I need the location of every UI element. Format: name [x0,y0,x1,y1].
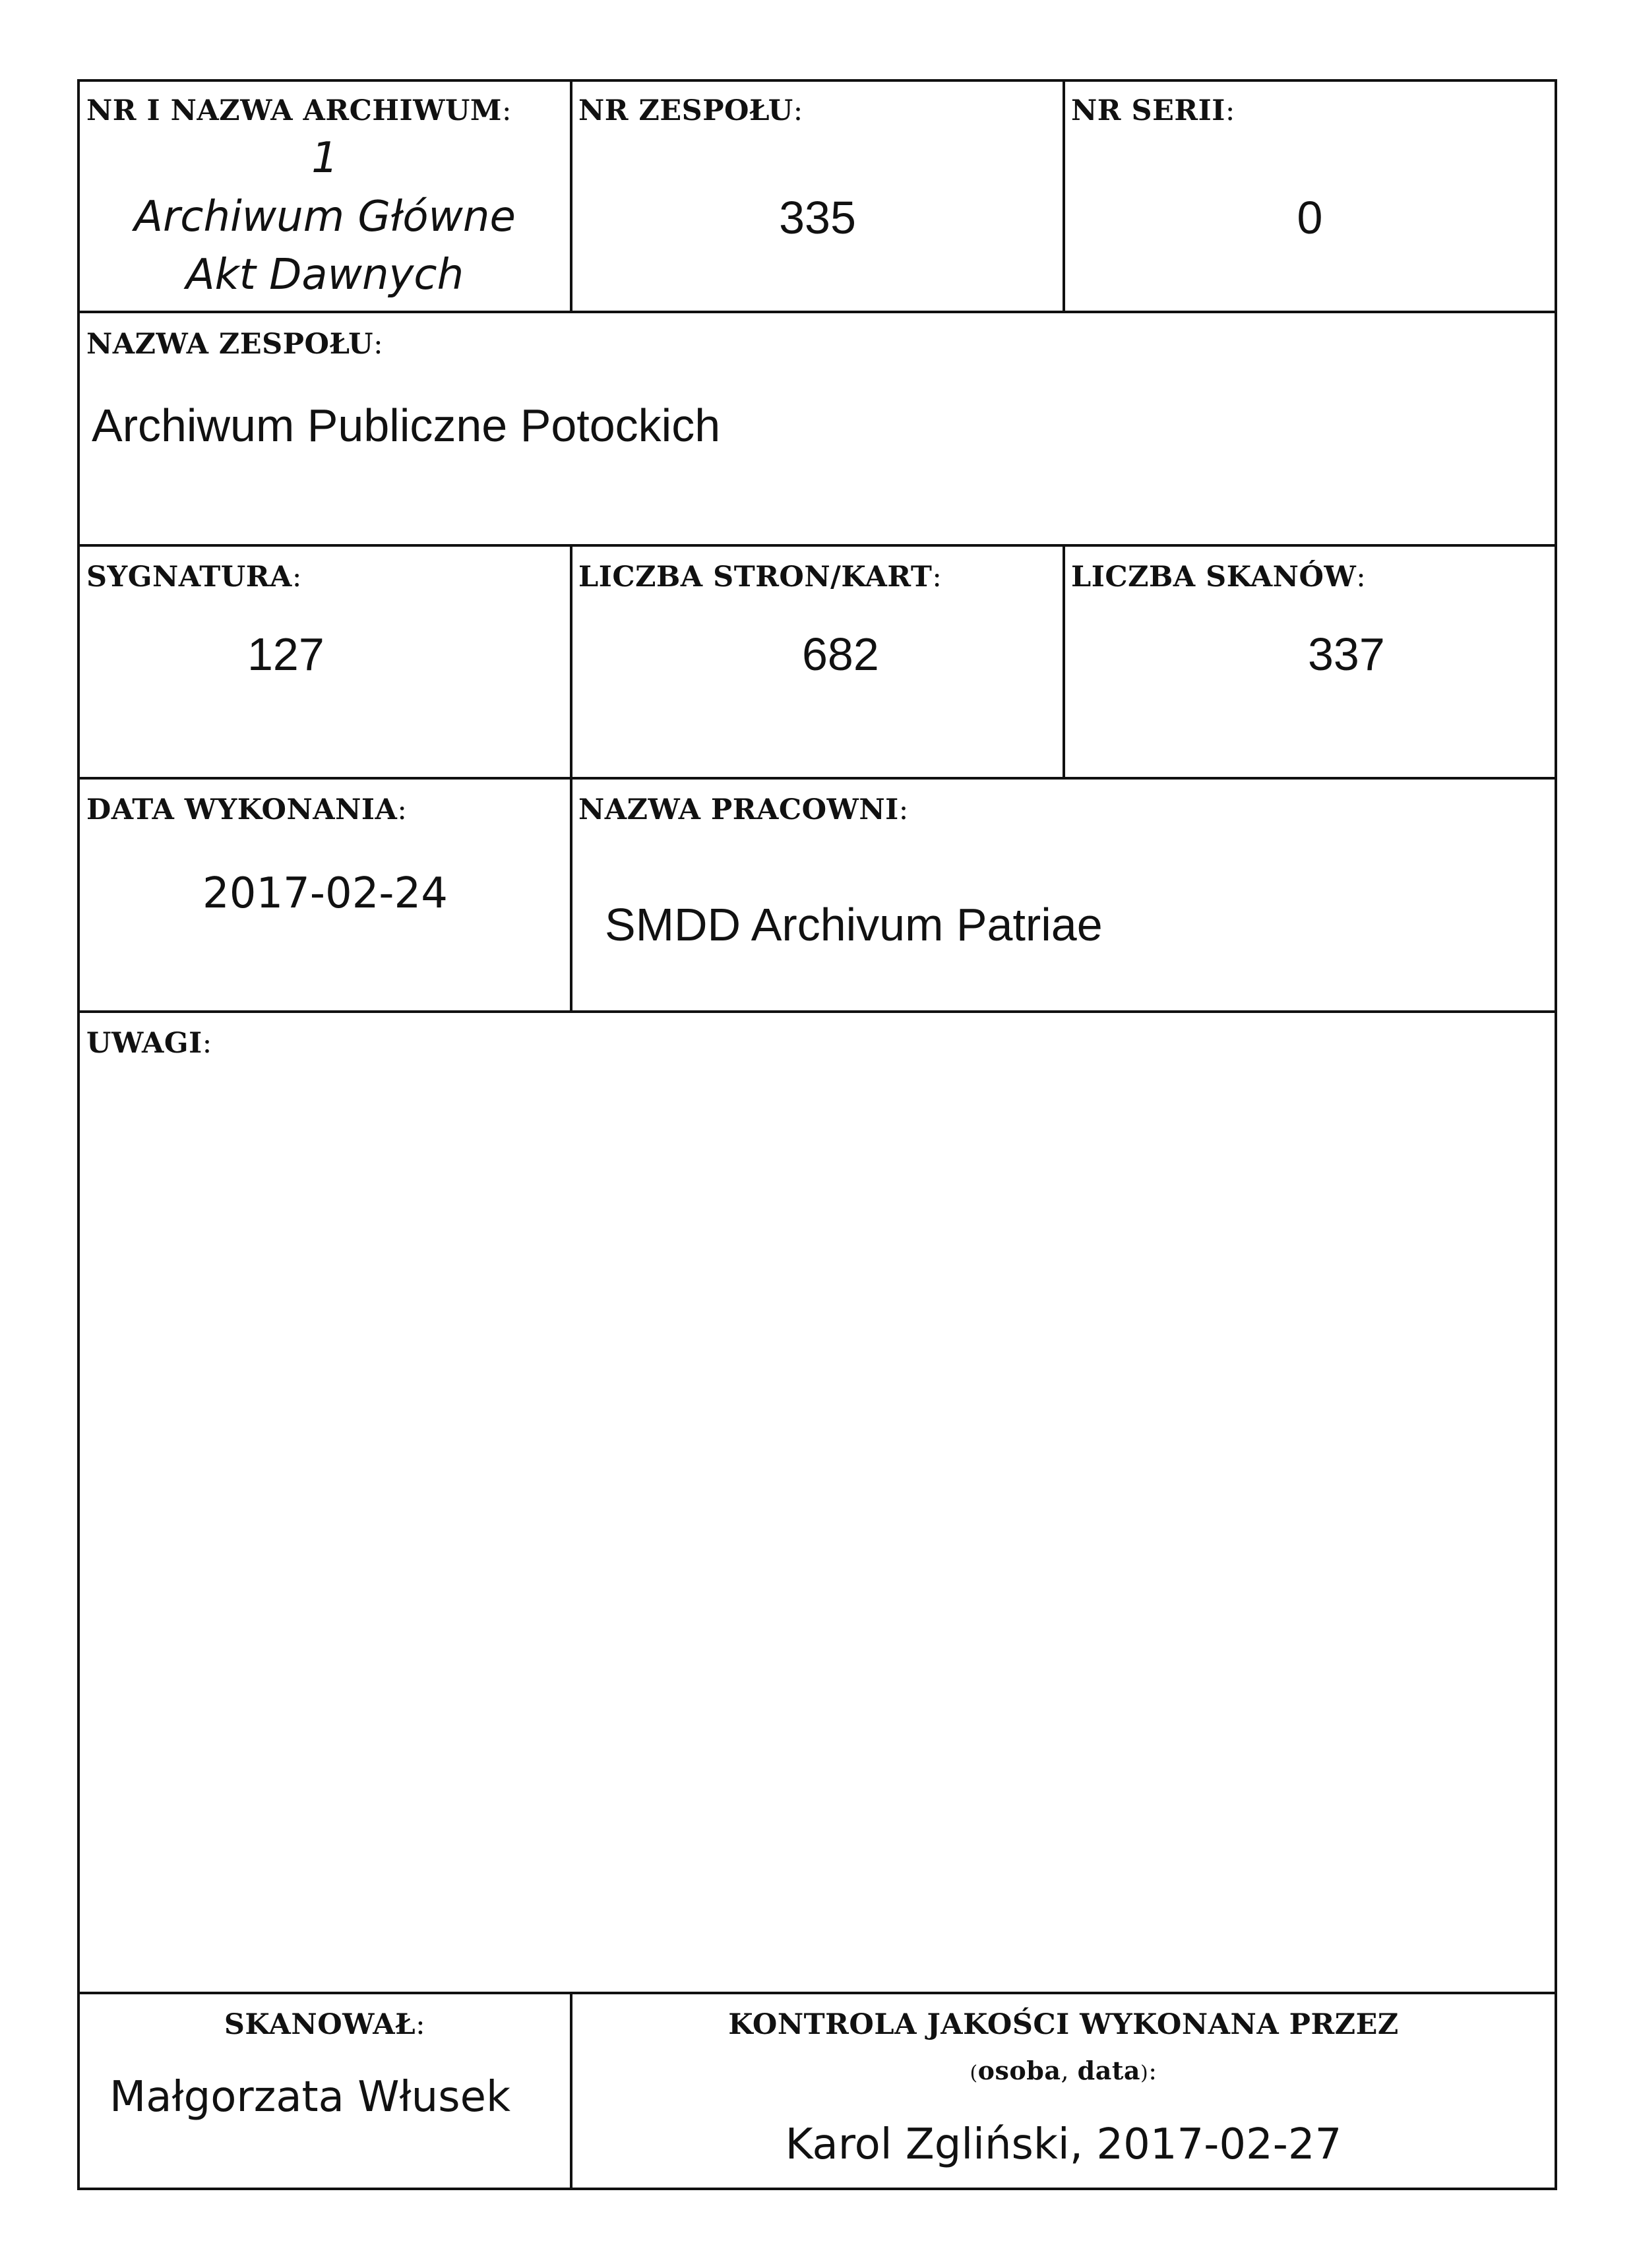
fonds-name-label-text: NAZWA ZESPOŁU [86,328,374,361]
signature-value: 127 [247,628,324,680]
row-divider [77,777,1557,780]
series-number-value: 0 [1297,192,1323,243]
fonds-number-label: NR ZESPOŁU: [578,94,803,127]
signature-label: SYGNATURA: [86,561,302,594]
notes-label: UWAGI: [86,1027,212,1060]
scans-value: 337 [1308,628,1385,680]
row-divider [77,311,1557,313]
archive-label: NR I NAZWA ARCHIWUM: [86,94,512,127]
fonds-number-label-text: NR ZESPOŁU [578,94,793,127]
workshop-label-text: NAZWA PRACOWNI [578,793,899,826]
pages-value: 682 [802,628,879,680]
column-divider [570,544,572,1012]
pages-label-text: LICZBA STRON/KART [578,561,933,594]
date-made-value: 2017-02-24 [202,869,448,918]
fonds-name-label: NAZWA ZESPOŁU: [86,328,384,361]
fonds-number-value: 335 [779,192,856,243]
archive-name-line1: Archiwum Główne [134,193,516,241]
scans-label-text: LICZBA SKANÓW [1071,561,1357,594]
fonds-name-value: Archiwum Publiczne Potockich [92,400,721,451]
workshop-value: SMDD Archivum Patriae [605,899,1103,950]
series-number-label-text: NR SERII [1071,94,1225,127]
signature-label-text: SYGNATURA [86,561,292,594]
date-made-label: DATA WYKONANIA: [86,793,408,826]
archive-name-line2: Akt Dawnych [185,251,464,299]
quality-control-sublabel: (osoba, data): [970,2056,1157,2085]
scans-label: LICZBA SKANÓW: [1071,561,1367,594]
row-divider [77,1010,1557,1013]
qc-sublabel-date: data [1077,2056,1140,2085]
scanned-by-label-text: SKANOWAŁ [224,2008,416,2041]
notes-label-text: UWAGI [86,1027,202,1060]
date-made-label-text: DATA WYKONANIA [86,793,398,826]
scanned-by-label: SKANOWAŁ: [224,2008,426,2041]
form-frame [77,79,1557,2190]
series-number-label: NR SERII: [1071,94,1235,127]
archive-label-text: NR I NAZWA ARCHIWUM [86,94,502,127]
row-divider [77,544,1557,547]
workshop-label: NAZWA PRACOWNI: [578,793,909,826]
pages-label: LICZBA STRON/KART: [578,561,942,594]
quality-control-value: Karol Zgliński, 2017-02-27 [785,2120,1342,2169]
row-divider [77,1992,1557,1994]
column-divider [1063,544,1065,778]
quality-control-label: KONTROLA JAKOŚCI WYKONANA PRZEZ [728,2008,1399,2041]
archive-number: 1 [311,134,338,183]
qc-sublabel-person: osoba [977,2056,1061,2085]
scanned-by-value: Małgorzata Włusek [109,2073,510,2122]
